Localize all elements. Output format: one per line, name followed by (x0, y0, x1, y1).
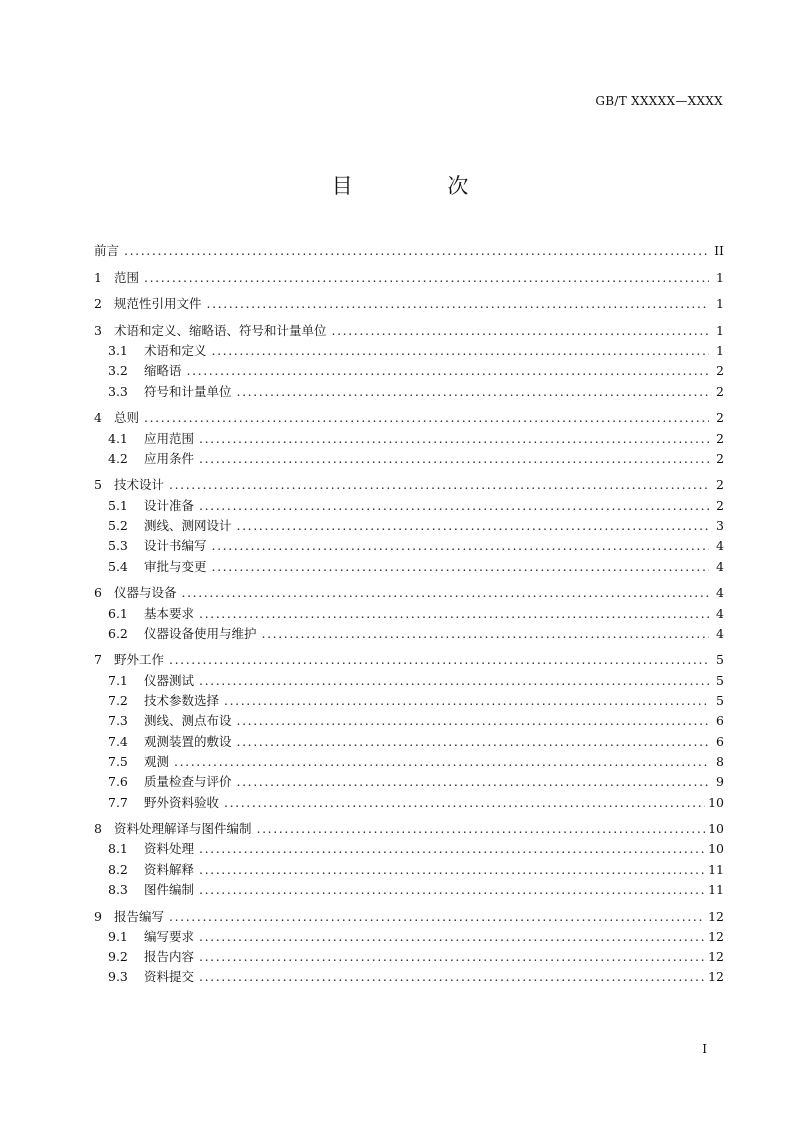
toc-entry-page: 2 (716, 383, 724, 399)
toc-entry-label: 报告编写 (114, 908, 165, 924)
toc-dot-leader (207, 294, 709, 314)
toc-entry-number: 1 (94, 269, 102, 285)
toc-entry-page: 3 (716, 518, 724, 534)
toc-dot-leader (199, 967, 705, 987)
toc-entry[interactable] (94, 691, 724, 711)
toc-entry-label: 技术设计 (114, 477, 165, 493)
toc-entry-number: 8.1 (108, 841, 128, 857)
toc-dot-leader (257, 819, 706, 839)
toc-entry[interactable] (94, 475, 724, 495)
toc-entry-number: 3.2 (108, 363, 128, 379)
toc-entry-label: 质量检查与评价 (144, 774, 232, 790)
toc-entry[interactable] (94, 268, 724, 288)
toc-entry-page: 2 (716, 450, 724, 466)
toc-entry[interactable] (94, 880, 724, 900)
toc-entry[interactable] (94, 752, 724, 772)
toc-dot-leader (224, 691, 709, 711)
toc-entry-label: 仪器测试 (144, 672, 195, 688)
toc-entry-label: 术语和定义、缩略语、符号和计量单位 (114, 322, 327, 338)
toc-entry-page: 2 (716, 430, 724, 446)
toc-dot-leader (199, 880, 705, 900)
toc-entry-page: 5 (716, 693, 724, 709)
toc-entry-page: 11 (708, 881, 724, 897)
toc-entry-number: 5.1 (108, 497, 128, 513)
toc-entry-number: 7.7 (108, 794, 128, 810)
toc-entry-label: 应用条件 (144, 450, 195, 466)
toc-entry-label: 技术参数选择 (144, 693, 220, 709)
toc-entry[interactable] (94, 241, 724, 261)
toc-entry[interactable] (94, 429, 724, 449)
toc-entry-label: 设计书编写 (144, 538, 207, 554)
toc-entry-label: 符号和计量单位 (144, 383, 232, 399)
toc-entry-number: 7.2 (108, 693, 128, 709)
toc-entry-label: 观测装置的敷设 (144, 733, 232, 749)
toc-entry-label: 资料处理解译与图件编制 (114, 821, 252, 837)
toc-entry-number: 7.6 (108, 774, 128, 790)
toc-entry-label: 审批与变更 (144, 558, 207, 574)
toc-entry-number: 7.1 (108, 672, 128, 688)
toc-entry-page: 4 (716, 625, 724, 641)
toc-entry[interactable] (94, 583, 724, 603)
toc-entry-page: 2 (716, 363, 724, 379)
toc-entry[interactable] (94, 711, 724, 731)
toc-entry-page: 2 (716, 477, 724, 493)
toc-dot-leader (199, 449, 709, 469)
toc-entry[interactable] (94, 907, 724, 927)
toc-entry-label: 仪器设备使用与维护 (144, 625, 257, 641)
toc-entry-number: 8 (94, 821, 102, 837)
toc-entry-page: 5 (716, 652, 724, 668)
toc-dot-leader (237, 516, 709, 536)
toc-entry-page: 12 (708, 949, 724, 965)
toc-entry-label: 编写要求 (144, 928, 195, 944)
toc-entry-number: 7.3 (108, 713, 128, 729)
standard-code: GB/T XXXXX—XXXX (595, 94, 723, 108)
toc-entry-page: 6 (716, 733, 724, 749)
toc-dot-leader (212, 557, 709, 577)
toc-entry-label: 缩略语 (144, 363, 182, 379)
toc-entry-page: 1 (716, 322, 724, 338)
toc-entry-page: 10 (708, 821, 724, 837)
toc-entry-number: 3.3 (108, 383, 128, 399)
toc-entry[interactable] (94, 927, 724, 947)
toc-dot-leader (237, 711, 709, 731)
toc-entry-number: 7 (94, 652, 102, 668)
toc-entry[interactable] (94, 341, 724, 361)
toc-entry-page: 12 (708, 908, 724, 924)
toc-entry[interactable] (94, 294, 724, 314)
toc-dot-leader (237, 772, 709, 792)
toc-entry-page: 11 (708, 861, 724, 877)
toc-entry-label: 测线、测网设计 (144, 518, 232, 534)
toc-entry-page: II (714, 243, 724, 258)
toc-entry[interactable] (94, 947, 724, 967)
toc-dot-leader (199, 860, 705, 880)
toc-dot-leader (332, 321, 709, 341)
toc-dot-leader (169, 475, 709, 495)
toc-entry-label: 基本要求 (144, 605, 195, 621)
toc-entry-number: 4 (94, 410, 102, 426)
toc-entry-number: 5.3 (108, 538, 128, 554)
toc-dot-leader (187, 361, 709, 381)
toc-entry[interactable] (94, 408, 724, 428)
toc-entry[interactable] (94, 967, 724, 987)
toc-entry-page: 12 (708, 969, 724, 985)
toc-dot-leader (237, 732, 709, 752)
toc-entry-number: 9.2 (108, 949, 128, 965)
toc-dot-leader (262, 624, 709, 644)
toc-entry-label: 图件编制 (144, 881, 195, 897)
toc-entry[interactable] (94, 382, 724, 402)
toc-entry-number: 9 (94, 908, 102, 924)
toc-dot-leader (182, 583, 709, 603)
toc-entry-number: 6.1 (108, 605, 128, 621)
toc-entry-page: 10 (708, 841, 724, 857)
toc-entry-label: 总则 (114, 410, 140, 426)
toc-entry-page: 4 (716, 585, 724, 601)
toc-entry-number: 3.1 (108, 343, 128, 359)
page-number: I (702, 1042, 707, 1056)
toc-entry-page: 5 (716, 672, 724, 688)
toc-entry-label: 野外资料验收 (144, 794, 220, 810)
toc-entry[interactable] (94, 650, 724, 670)
toc-entry[interactable] (94, 819, 724, 839)
toc-dot-leader (212, 341, 709, 361)
toc-entry-page: 10 (708, 794, 724, 810)
toc-dot-leader (199, 839, 705, 859)
toc-entry-number: 5.2 (108, 518, 128, 534)
toc-entry-number: 4.2 (108, 450, 128, 466)
toc-entry-label: 资料提交 (144, 969, 195, 985)
toc-entry-number: 3 (94, 322, 102, 338)
toc-dot-leader (169, 907, 705, 927)
toc-entry[interactable] (94, 361, 724, 381)
toc-entry-number: 5.4 (108, 558, 128, 574)
toc-entry-number: 8.2 (108, 861, 128, 877)
toc-entry-number: 7.5 (108, 753, 128, 769)
toc-entry-label: 资料解释 (144, 861, 195, 877)
toc-entry-label: 观测 (144, 753, 170, 769)
toc-entry-number: 5 (94, 477, 102, 493)
toc-entry-page: 6 (716, 713, 724, 729)
toc-entry-page: 4 (716, 558, 724, 574)
toc-entry-label: 野外工作 (114, 652, 165, 668)
toc-dot-leader (124, 241, 709, 261)
toc-entry-label: 前言 (94, 243, 120, 258)
toc-entry-page: 8 (716, 753, 724, 769)
toc-dot-leader (199, 927, 705, 947)
toc-entry-number: 8.3 (108, 881, 128, 897)
toc-entry-label: 规范性引用文件 (114, 296, 202, 312)
toc-entry-label: 测线、测点布设 (144, 713, 232, 729)
toc-entry-label: 应用范围 (144, 430, 195, 446)
toc-title: 目 次 (331, 174, 513, 198)
toc-dot-leader (144, 268, 709, 288)
toc-dot-leader (199, 429, 709, 449)
toc-dot-leader (174, 752, 709, 772)
table-of-contents (94, 241, 724, 988)
toc-entry-page: 4 (716, 538, 724, 554)
toc-dot-leader (212, 536, 709, 556)
toc-dot-leader (144, 408, 709, 428)
toc-entry-label: 报告内容 (144, 949, 195, 965)
toc-entry-number: 2 (94, 296, 102, 312)
toc-entry[interactable] (94, 604, 724, 624)
toc-dot-leader (199, 947, 705, 967)
toc-entry[interactable] (94, 449, 724, 469)
toc-entry-number: 4.1 (108, 430, 128, 446)
toc-entry[interactable] (94, 516, 724, 536)
toc-entry-label: 资料处理 (144, 841, 195, 857)
toc-entry-page: 2 (716, 410, 724, 426)
toc-entry-page: 9 (716, 774, 724, 790)
toc-entry[interactable] (94, 860, 724, 880)
toc-entry-number: 7.4 (108, 733, 128, 749)
toc-entry-page: 2 (716, 497, 724, 513)
toc-entry-number: 6.2 (108, 625, 128, 641)
toc-entry[interactable] (94, 496, 724, 516)
toc-entry-label: 范围 (114, 269, 140, 285)
toc-dot-leader (237, 382, 709, 402)
toc-entry[interactable] (94, 321, 724, 341)
toc-entry-label: 术语和定义 (144, 343, 207, 359)
toc-dot-leader (199, 671, 709, 691)
toc-entry[interactable] (94, 839, 724, 859)
toc-entry-page: 1 (716, 343, 724, 359)
toc-entry[interactable] (94, 732, 724, 752)
toc-entry[interactable] (94, 671, 724, 691)
toc-entry[interactable] (94, 772, 724, 792)
toc-entry[interactable] (94, 793, 724, 813)
toc-entry-page: 12 (708, 928, 724, 944)
toc-dot-leader (224, 793, 705, 813)
toc-entry-number: 6 (94, 585, 102, 601)
toc-entry-page: 1 (716, 269, 724, 285)
toc-dot-leader (199, 604, 709, 624)
toc-entry-number: 9.3 (108, 969, 128, 985)
toc-entry-page: 4 (716, 605, 724, 621)
toc-dot-leader (169, 650, 709, 670)
toc-entry-label: 设计准备 (144, 497, 195, 513)
toc-entry[interactable] (94, 536, 724, 556)
toc-entry-label: 仪器与设备 (114, 585, 177, 601)
toc-dot-leader (199, 496, 709, 516)
toc-entry[interactable] (94, 557, 724, 577)
toc-entry-page: 1 (716, 296, 724, 312)
toc-entry-number: 9.1 (108, 928, 128, 944)
toc-entry[interactable] (94, 624, 724, 644)
